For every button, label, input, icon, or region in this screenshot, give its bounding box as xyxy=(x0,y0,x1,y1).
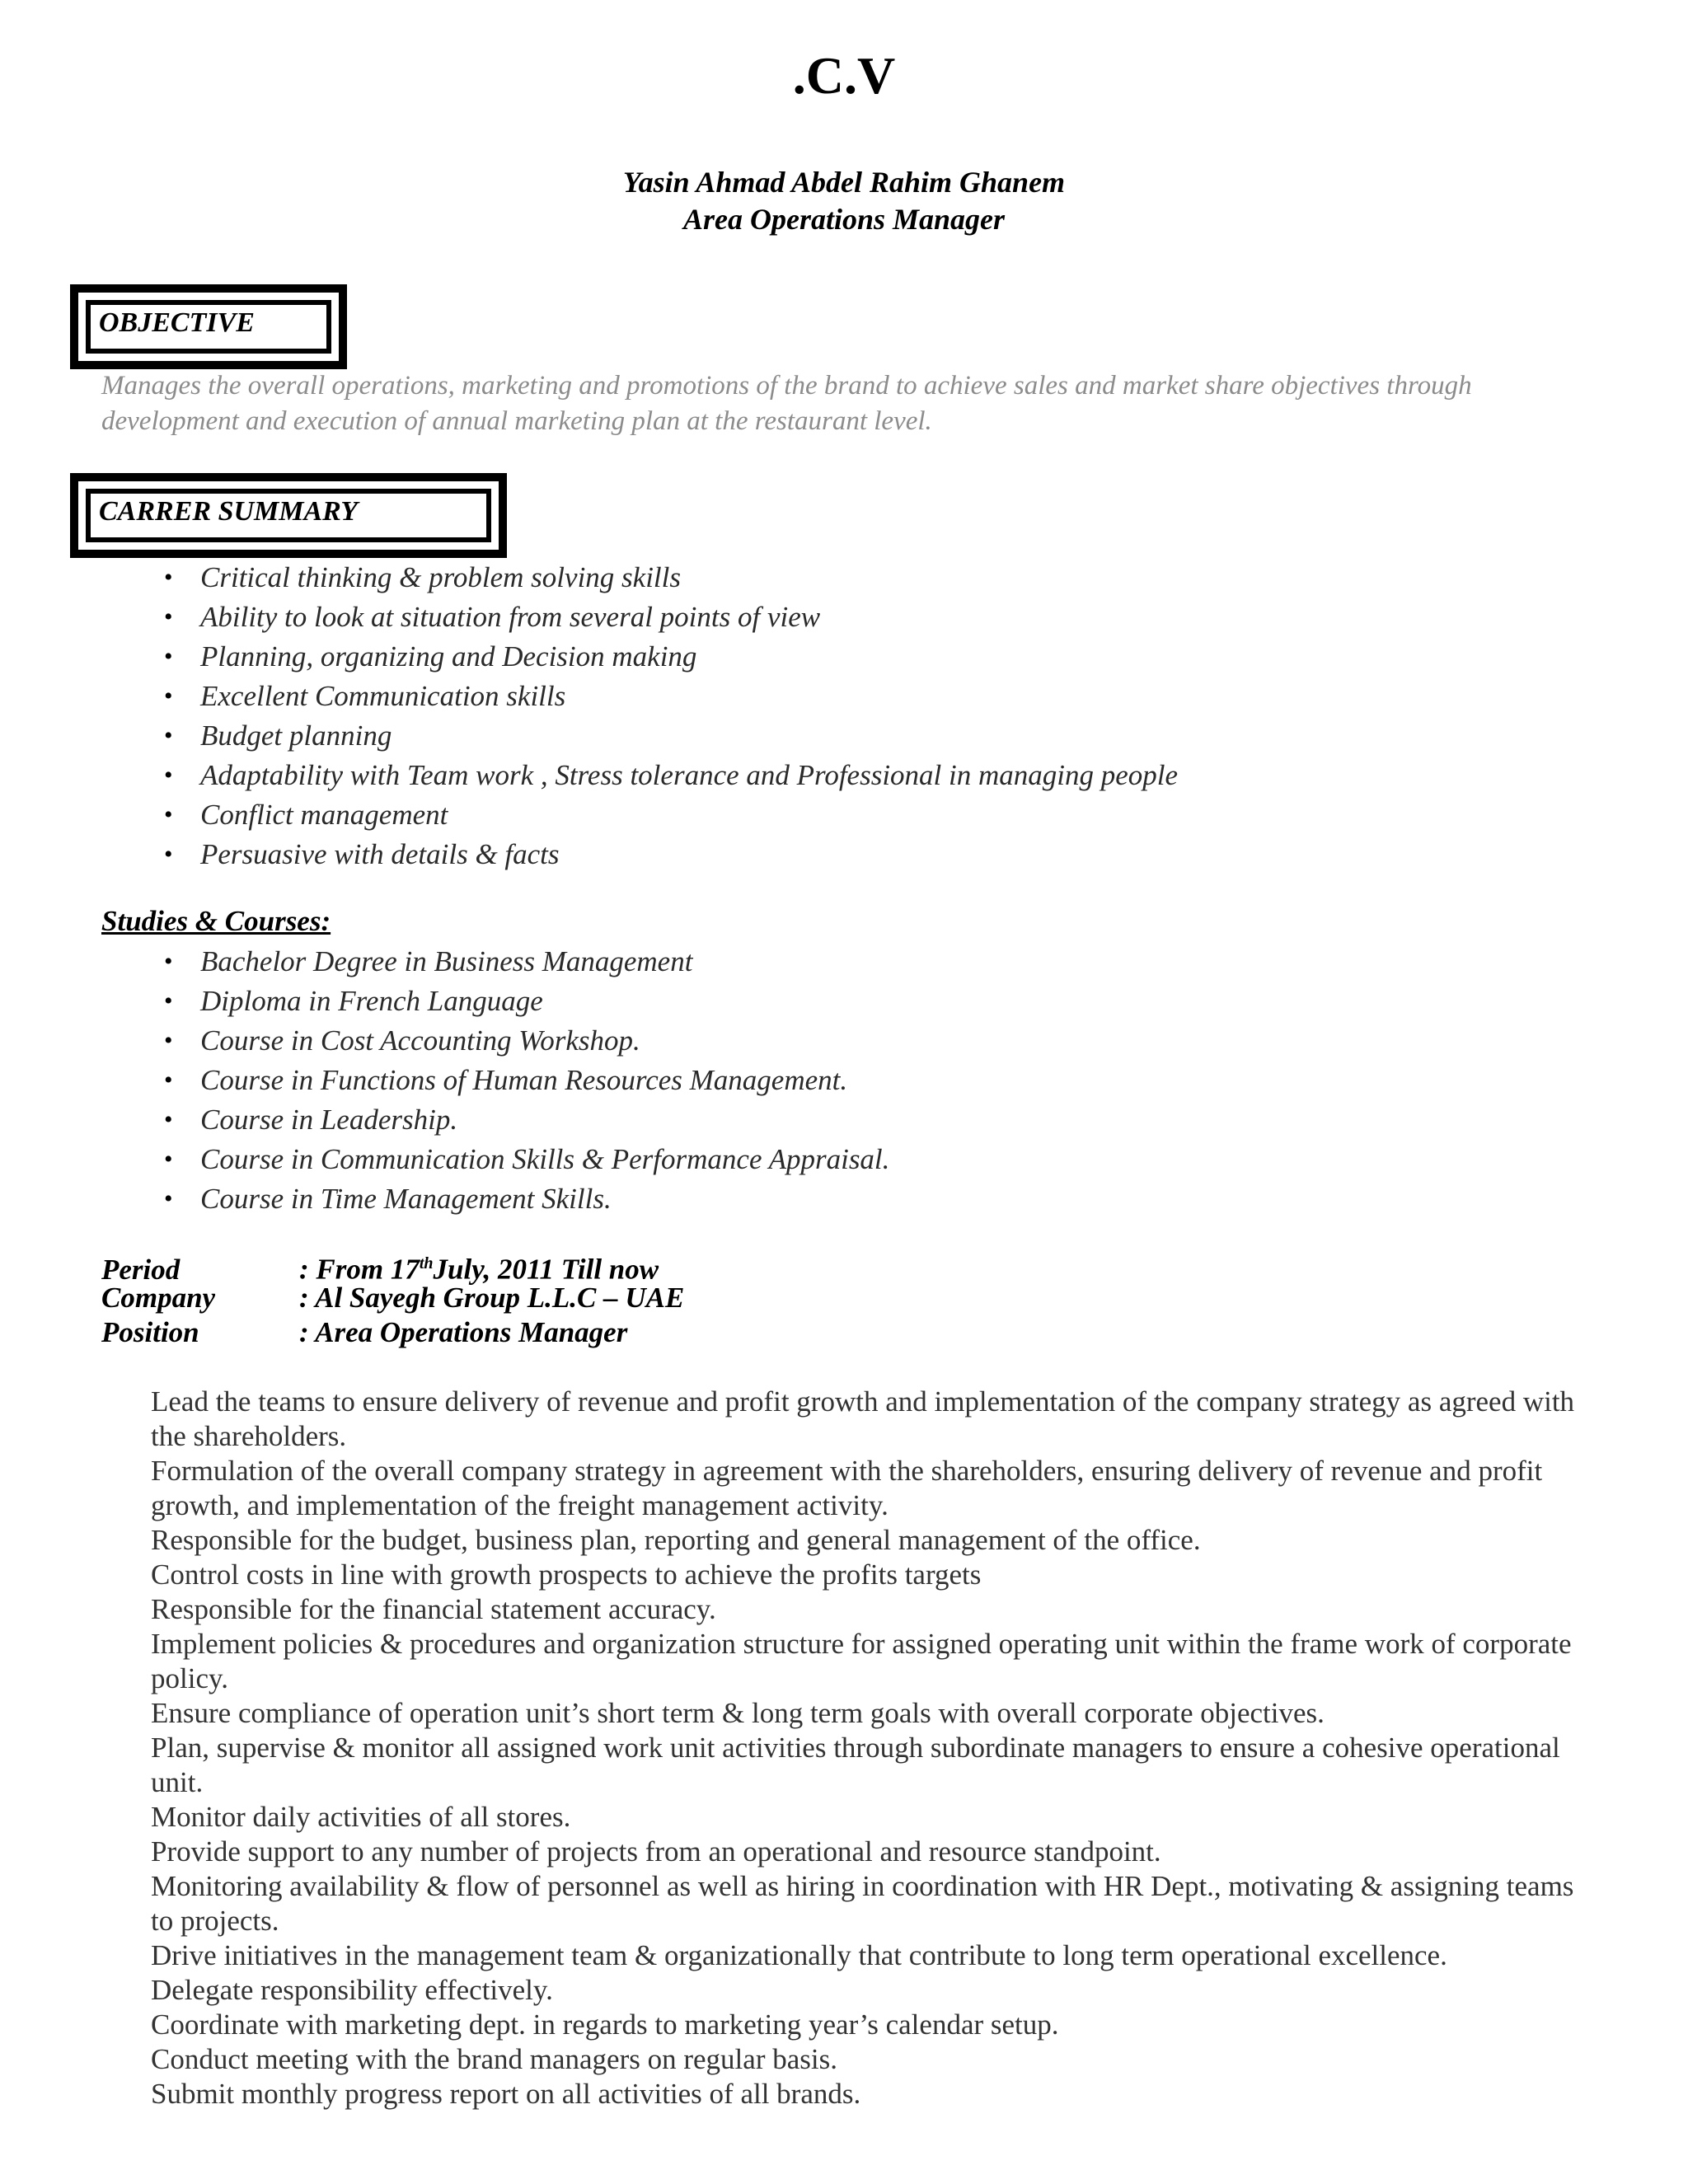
list-item: • Ability to look at situation from several points of view xyxy=(101,598,1503,637)
duty-item: Coordinate with marketing dept. in regards to marketing year’s calendar setup. xyxy=(151,2008,1059,2041)
duty-item: Drive initiatives in the management team & organizationally that contribute to long term operational excellence. xyxy=(151,1939,1447,1971)
duties-list xyxy=(151,1385,1585,2111)
period-sup: th xyxy=(419,1254,434,1272)
period-row xyxy=(101,1246,684,1286)
position-label: Position xyxy=(101,1316,199,1348)
company-row xyxy=(101,1281,684,1315)
bullet-dot-icon: • xyxy=(164,1066,173,1094)
objective-text: Manages the overall operations, marketing and promotions of the brand to achieve sales and market share objectives through development and execution of annual marketing plan at the restaurant level. xyxy=(101,371,1472,436)
objective-heading-box xyxy=(70,284,347,369)
list-item: • Course in Functions of Human Resources Management. xyxy=(101,1061,1503,1100)
candidate-name: Yasin Ahmad Abdel Rahim Ghanem xyxy=(622,166,1066,199)
list-item: • Critical thinking & problem solving skills xyxy=(101,558,1503,598)
bullet-dot-icon: • xyxy=(164,722,173,749)
duty-item: Submit monthly progress report on all activities of all brands. xyxy=(151,2078,861,2110)
bullet-dot-icon: • xyxy=(164,1146,173,1173)
list-item: • Course in Communication Skills & Performance Appraisal. xyxy=(101,1140,1503,1179)
duty-item: Monitor daily activities of all stores. xyxy=(151,1801,571,1833)
period-suffix: July, 2011 Till now xyxy=(433,1253,659,1286)
duty-item: Responsible for the budget, business plan, reporting and general management of the office. xyxy=(151,1524,1201,1556)
bullet-dot-icon: • xyxy=(164,762,173,789)
period-label: Period xyxy=(101,1253,181,1286)
duty-item: Formulation of the overall company strategy in agreement with the shareholders, ensuring delivery of revenue and profit growth, and implementation of the freight management activity. xyxy=(151,1455,1543,1521)
duty-item: Delegate responsibility effectively. xyxy=(151,1974,553,2006)
list-item: • Bachelor Degree in Business Management xyxy=(101,942,1503,982)
duty-item: Implement policies & procedures and organization structure for assigned operating unit within the frame work of corporate policy. xyxy=(151,1628,1572,1694)
bullet-dot-icon: • xyxy=(164,1106,173,1133)
list-item: • Excellent Communication skills xyxy=(101,677,1503,716)
bullet-dot-icon: • xyxy=(164,801,173,828)
list-item: • Adaptability with Team work , Stress tolerance and Professional in managing people xyxy=(101,756,1503,795)
career-summary-heading: CARRER SUMMARY xyxy=(86,489,491,542)
duty-item: Provide support to any number of projects from an operational and resource standpoint. xyxy=(151,1835,1161,1868)
duty-item: Ensure compliance of operation unit’s short term & long term goals with overall corporate objectives. xyxy=(151,1697,1325,1729)
bullet-dot-icon: • xyxy=(164,603,173,630)
company-value: : Al Sayegh Group L.L.C – UAE xyxy=(299,1282,685,1314)
cv-title: .C.V xyxy=(792,46,896,105)
candidate-role: Area Operations Manager xyxy=(682,203,1006,236)
career-summary-heading-box xyxy=(70,473,507,558)
list-item: • Budget planning xyxy=(101,716,1503,756)
bullet-dot-icon: • xyxy=(164,841,173,868)
list-item: • Course in Leadership. xyxy=(101,1100,1503,1140)
duty-item: Conduct meeting with the brand managers on regular basis. xyxy=(151,2043,837,2075)
list-item: • Conflict management xyxy=(101,795,1503,835)
job-info xyxy=(101,1246,684,1350)
company-label: Company xyxy=(101,1282,216,1314)
duty-item: Lead the teams to ensure delivery of revenue and profit growth and implementation of the company strategy as agreed with the shareholders. xyxy=(151,1385,1575,1452)
list-item: • Course in Cost Accounting Workshop. xyxy=(101,1021,1503,1061)
bullet-dot-icon: • xyxy=(164,643,173,670)
bullet-dot-icon: • xyxy=(164,987,173,1015)
objective-heading: OBJECTIVE xyxy=(86,300,331,354)
position-row xyxy=(101,1315,684,1350)
bullet-dot-icon: • xyxy=(164,1185,173,1212)
duty-item: Plan, supervise & monitor all assigned work unit activities through subordinate managers to ensure a cohesive operational unit. xyxy=(151,1732,1560,1798)
duty-item: Responsible for the financial statement accuracy. xyxy=(151,1593,716,1625)
position-value: : Area Operations Manager xyxy=(299,1316,628,1348)
career-summary-list xyxy=(101,558,1503,874)
studies-list xyxy=(101,942,1503,1219)
bullet-dot-icon: • xyxy=(164,948,173,975)
duty-item: Monitoring availability & flow of personnel as well as hiring in coordination with HR Dept., motivating & assigning teams to projects. xyxy=(151,1870,1574,1937)
list-item: • Persuasive with details & facts xyxy=(101,835,1503,874)
period-prefix: : From 17 xyxy=(299,1253,420,1286)
list-item: • Planning, organizing and Decision making xyxy=(101,637,1503,677)
duty-item: Control costs in line with growth prospects to achieve the profits targets xyxy=(151,1558,982,1591)
list-item: • Course in Time Management Skills. xyxy=(101,1179,1503,1219)
studies-heading: Studies & Courses: xyxy=(101,905,331,937)
bullet-dot-icon: • xyxy=(164,564,173,591)
list-item: • Diploma in French Language xyxy=(101,982,1503,1021)
bullet-dot-icon: • xyxy=(164,682,173,710)
bullet-dot-icon: • xyxy=(164,1027,173,1054)
